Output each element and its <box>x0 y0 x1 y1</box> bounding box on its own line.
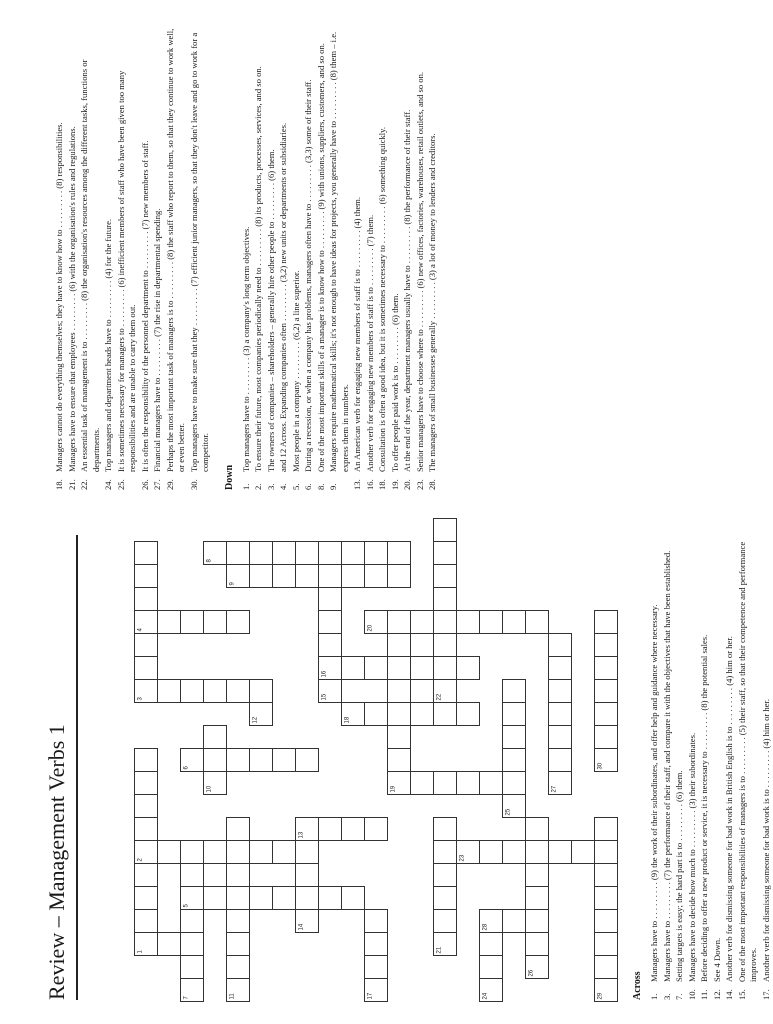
clue-number: 20. <box>402 479 412 490</box>
clue-text: Managers cannot do everything themselves; they have to know how to . . . . . . . . . (8) responsibilities. <box>54 122 64 472</box>
grid-cell[interactable] <box>181 864 204 887</box>
grid-cell[interactable] <box>434 611 457 634</box>
grid-cell[interactable] <box>342 542 365 565</box>
grid-cell[interactable] <box>549 749 572 772</box>
clue-item <box>165 20 188 490</box>
grid-cell[interactable] <box>434 542 457 565</box>
grid-cell[interactable] <box>595 611 618 634</box>
grid-cell[interactable] <box>595 703 618 726</box>
grid-cell[interactable] <box>227 864 250 887</box>
grid-cell[interactable] <box>480 772 503 795</box>
down-heading: Down <box>223 464 235 490</box>
across-list <box>649 530 772 1000</box>
clue-item <box>687 530 699 1000</box>
grid-number: 29 <box>597 992 604 1000</box>
clue-item <box>291 20 303 490</box>
clue-item <box>415 20 427 490</box>
grid-number: 15 <box>321 693 328 701</box>
grid-cell[interactable] <box>227 611 250 634</box>
clue-number: 26. <box>139 479 150 490</box>
grid-number: 2 <box>137 858 144 862</box>
clue-item <box>724 530 736 1000</box>
grid-cell[interactable] <box>503 680 526 703</box>
clue-item <box>674 530 686 1000</box>
grid-cell[interactable] <box>135 795 158 818</box>
grid-cell[interactable] <box>250 542 273 565</box>
grid-number: 19 <box>390 785 397 793</box>
grid-cell[interactable] <box>434 887 457 910</box>
grid-number: 16 <box>321 670 328 678</box>
grid-number: 3 <box>137 697 144 701</box>
grid-number: 9 <box>229 582 236 586</box>
clue-number: 28. <box>427 479 437 490</box>
grid-cell[interactable] <box>549 726 572 749</box>
clue-text: Top managers and department heads have to . . . . . . . . . (4) for the future. <box>103 218 113 472</box>
grid-number: 13 <box>298 831 305 839</box>
clue-text: and 12 Across. Expanding companies often . . . . . . . . . (3,2) new units or departments or subsidiaries. <box>278 122 288 472</box>
clue-number: 29. <box>164 479 175 490</box>
grid-cell[interactable] <box>595 657 618 680</box>
clue-text: Top managers have to make sure that they . . . . . . . . . (7) efficient junior managers, so that they don't leave and go to work for a competitor. <box>188 32 210 472</box>
grid-cell[interactable] <box>319 542 342 565</box>
clue-text: Another verb for engaging new members of staff is to . . . . . . . . . (7) them. <box>364 214 375 472</box>
grid-cell[interactable] <box>319 588 342 611</box>
grid-cell[interactable] <box>227 841 250 864</box>
grid-number: 10 <box>206 785 213 793</box>
clue-item <box>278 20 290 490</box>
clue-item <box>189 20 212 490</box>
clue-number: 7. <box>674 993 684 1000</box>
grid-cell[interactable] <box>526 841 549 864</box>
across-clues <box>632 530 773 1000</box>
grid-cell[interactable] <box>595 841 618 864</box>
clue-item <box>402 20 414 490</box>
clue-number: 21. <box>66 479 77 490</box>
clue-number: 5. <box>290 483 301 490</box>
grid-cell[interactable] <box>273 887 296 910</box>
clue-text: Managers require mathematical skills; it's not enough to have ideas for projects, you generally have to . . . . . . . . . (8) them – i.e. express them in numbers. <box>328 31 350 472</box>
grid-number: 27 <box>551 785 558 793</box>
clue-item <box>253 20 265 490</box>
grid-cell[interactable] <box>227 933 250 956</box>
grid-cell[interactable] <box>434 864 457 887</box>
grid-cell[interactable] <box>135 772 158 795</box>
down-list <box>241 20 439 490</box>
crossword-grid <box>88 532 618 1002</box>
grid-cell[interactable] <box>595 680 618 703</box>
across-heading: Across <box>632 971 643 1000</box>
grid-cell[interactable] <box>480 611 503 634</box>
grid-cell[interactable] <box>227 542 250 565</box>
grid-cell[interactable] <box>388 542 411 565</box>
grid-cell[interactable] <box>181 680 204 703</box>
grid-cell[interactable] <box>250 887 273 910</box>
grid-cell[interactable] <box>181 956 204 979</box>
grid-number: 6 <box>183 766 190 770</box>
grid-cell[interactable] <box>549 703 572 726</box>
grid-cell[interactable] <box>204 841 227 864</box>
clue-item <box>152 20 164 490</box>
grid-cell[interactable] <box>434 634 457 657</box>
clue-item <box>79 20 102 490</box>
grid-cell[interactable] <box>204 726 227 749</box>
grid-cell[interactable] <box>181 933 204 956</box>
grid-cell[interactable] <box>342 887 365 910</box>
clue-number: 1. <box>649 993 659 1000</box>
right-panel <box>0 0 768 512</box>
clue-item <box>103 20 115 490</box>
grid-number: 20 <box>367 624 374 632</box>
clue-text: An American verb for engaging new members of staff is to . . . . . . . . . (4) them. <box>352 196 362 472</box>
grid-cell[interactable] <box>204 611 227 634</box>
grid-cell[interactable] <box>526 818 549 841</box>
clue-text: Setting targets is easy; the hard part is to . . . . . . . . . (6) them. <box>674 770 684 982</box>
clue-text: Managers have to . . . . . . . . . (9) the work of their subordinates, and offer help and guidance where necessary. <box>649 604 659 982</box>
grid-cell[interactable] <box>365 956 388 979</box>
grid-cell[interactable] <box>572 841 595 864</box>
clue-item <box>266 20 278 490</box>
clue-number: 13. <box>352 479 362 490</box>
grid-cell[interactable] <box>296 841 319 864</box>
grid-cell[interactable] <box>181 841 204 864</box>
grid-cell[interactable] <box>273 841 296 864</box>
left-panel <box>0 524 771 1024</box>
grid-cell[interactable] <box>595 864 618 887</box>
grid-cell[interactable] <box>296 887 319 910</box>
grid-cell[interactable] <box>135 887 158 910</box>
clue-number: 8. <box>315 483 326 490</box>
clue-number: 22. <box>79 479 89 490</box>
clue-item <box>365 20 377 490</box>
grid-cell[interactable] <box>135 565 158 588</box>
grid-number: 7 <box>183 996 190 1000</box>
grid-cell[interactable] <box>595 910 618 933</box>
grid-cell[interactable] <box>296 542 319 565</box>
grid-number: 26 <box>528 969 535 977</box>
clue-text: The owners of companies – shareholders – generally hire other people to . . . . . . . . . (6) them. <box>265 149 276 472</box>
clue-text: Managers have to ensure that employees . . . . . . . . . (6) with the organisation's rules and regulations. <box>66 126 77 472</box>
grid-cell[interactable] <box>158 841 181 864</box>
grid-number: 22 <box>436 693 443 701</box>
clue-number: 6. <box>303 483 313 490</box>
grid-cell[interactable] <box>342 657 365 680</box>
grid-cell[interactable] <box>388 634 411 657</box>
grid-cell[interactable] <box>204 887 227 910</box>
grid-cell[interactable] <box>526 887 549 910</box>
grid-cell[interactable] <box>158 611 181 634</box>
clue-number: 10. <box>686 989 697 1000</box>
clue-text: One of the most important responsibilities of managers is to . . . . . . . . . (5) their staff, so that their competence and performance improves. <box>736 541 758 982</box>
clue-number: 14. <box>724 989 734 1000</box>
grid-cell[interactable] <box>549 657 572 680</box>
grid-cell[interactable] <box>135 864 158 887</box>
clue-number: 18. <box>377 479 387 490</box>
grid-cell[interactable] <box>480 841 503 864</box>
grid-cell[interactable] <box>595 634 618 657</box>
grid-cell[interactable] <box>595 887 618 910</box>
grid-cell[interactable] <box>273 749 296 772</box>
clue-item <box>116 20 139 490</box>
clue-text: During a recession, or when a company has problems, managers often have to . . . . . . . . . (3,3) some of their staff. <box>303 79 313 472</box>
grid-number: 18 <box>344 716 351 724</box>
clue-item <box>54 20 66 490</box>
grid-cell[interactable] <box>135 634 158 657</box>
clue-item <box>328 20 351 490</box>
grid-cell[interactable] <box>365 703 388 726</box>
grid-cell[interactable] <box>549 680 572 703</box>
grid-cell[interactable] <box>480 956 503 979</box>
clue-item <box>662 530 674 1000</box>
grid-cell[interactable] <box>503 703 526 726</box>
clue-text: Most people in a company . . . . . . . . . (6,2) a line superior. <box>290 270 301 472</box>
grid-cell[interactable] <box>250 841 273 864</box>
clue-text: Financial managers have to . . . . . . . . . (7) the rise in departmental spending. <box>152 208 162 472</box>
grid-cell[interactable] <box>388 749 411 772</box>
grid-cell[interactable] <box>526 910 549 933</box>
grid-cell[interactable] <box>135 910 158 933</box>
clue-text: To offer people paid work is to . . . . . . . . . (6) them. <box>389 293 400 472</box>
clue-text: Perhaps the most important task of managers is to . . . . . . . . . (8) the staff who report to them, so that they continue to work well, or even better. <box>164 28 186 472</box>
grid-cell[interactable] <box>388 680 411 703</box>
grid-cell[interactable] <box>411 772 434 795</box>
clue-number: 24. <box>103 479 113 490</box>
grid-cell[interactable] <box>526 933 549 956</box>
clue-number: 3. <box>265 483 276 490</box>
clue-text: Managers have to . . . . . . . . . (7) the performance of their staff, and compare it with the objectives that have been established. <box>661 550 672 982</box>
grid-cell[interactable] <box>135 542 158 565</box>
clue-text: Before deciding to offer a new product or service, it is necessary to . . . . . . . . . (8) the potential sales. <box>699 634 709 982</box>
grid-cell[interactable] <box>227 956 250 979</box>
grid-cell[interactable] <box>503 726 526 749</box>
clue-text: Another verb for dismissing someone for bad work in British English is to . . . . . . . . . (4) him or her. <box>724 636 734 982</box>
grid-cell[interactable] <box>158 680 181 703</box>
clue-text: To ensure their future, most companies periodically need to . . . . . . . . . (8) its products, processes, services, and so on. <box>253 66 263 472</box>
grid-cell[interactable] <box>204 680 227 703</box>
grid-cell[interactable] <box>434 588 457 611</box>
grid-cell[interactable] <box>250 680 273 703</box>
grid-cell[interactable] <box>319 565 342 588</box>
grid-cell[interactable] <box>388 726 411 749</box>
clue-item <box>303 20 315 490</box>
grid-cell[interactable] <box>273 565 296 588</box>
grid-cell[interactable] <box>526 864 549 887</box>
grid-number: 21 <box>436 946 443 954</box>
grid-cell[interactable] <box>296 749 319 772</box>
clue-item <box>699 530 711 1000</box>
clue-number: 11. <box>699 989 709 1000</box>
grid-cell[interactable] <box>204 749 227 772</box>
clue-number: 12. <box>711 989 722 1000</box>
grid-cell[interactable] <box>135 749 158 772</box>
clue-item <box>737 530 760 1000</box>
grid-cell[interactable] <box>388 657 411 680</box>
clue-item <box>140 20 152 490</box>
clue-number: 27. <box>152 479 162 490</box>
grid-cell[interactable] <box>434 772 457 795</box>
grid-number: 24 <box>482 992 489 1000</box>
clue-text: The managers of small businesses generally . . . . . . . . . (3) a lot of money to lenders and creditors. <box>427 133 437 472</box>
grid-number: 8 <box>206 559 213 563</box>
grid-cell[interactable] <box>549 841 572 864</box>
grid-cell[interactable] <box>526 611 549 634</box>
clue-number: 4. <box>278 483 288 490</box>
clue-text: Consultation is often a good idea, but it is sometimes necessary to . . . . . . . . . (6) something quickly. <box>377 126 387 472</box>
clue-item <box>316 20 328 490</box>
grid-cell[interactable] <box>457 772 480 795</box>
grid-cell[interactable] <box>434 910 457 933</box>
grid-cell[interactable] <box>457 703 480 726</box>
clue-number: 25. <box>115 479 126 490</box>
grid-cell[interactable] <box>388 611 411 634</box>
grid-cell[interactable] <box>503 910 526 933</box>
clue-text: Another verb for dismissing someone for bad work is to . . . . . . . . . (4) him or her. <box>760 698 771 982</box>
clue-number: 16. <box>364 479 375 490</box>
grid-cell[interactable] <box>158 933 181 956</box>
grid-cell[interactable] <box>273 542 296 565</box>
grid-cell[interactable] <box>480 933 503 956</box>
grid-cell[interactable] <box>296 565 319 588</box>
clue-number: 18. <box>54 479 64 490</box>
grid-cell[interactable] <box>595 818 618 841</box>
grid-cell[interactable] <box>595 726 618 749</box>
grid-cell[interactable] <box>365 910 388 933</box>
title-rule <box>76 535 78 1000</box>
grid-cell[interactable] <box>250 749 273 772</box>
grid-cell[interactable] <box>434 565 457 588</box>
grid-cell[interactable] <box>503 611 526 634</box>
grid-number: 30 <box>597 762 604 770</box>
grid-cell[interactable] <box>227 887 250 910</box>
grid-number: 11 <box>229 993 236 1000</box>
clue-number: 19. <box>389 479 400 490</box>
clue-item <box>352 20 364 490</box>
grid-cell[interactable] <box>388 703 411 726</box>
clue-item <box>67 20 79 490</box>
grid-cell[interactable] <box>181 910 204 933</box>
grid-number: 25 <box>505 808 512 816</box>
across-continued-list <box>54 20 212 490</box>
grid-number: 1 <box>137 950 144 954</box>
grid-cell[interactable] <box>365 657 388 680</box>
clue-number: 9. <box>328 483 338 490</box>
clue-item <box>761 530 773 1000</box>
right-clues <box>54 20 440 490</box>
clue-text: Managers have to decide how much to . . . . . . . . . (3) their subordinates. <box>686 732 697 982</box>
grid-cell[interactable] <box>434 703 457 726</box>
clue-number: 3. <box>661 993 672 1000</box>
grid-cell[interactable] <box>342 565 365 588</box>
clue-item <box>649 530 661 1000</box>
clue-number: 2. <box>253 483 263 490</box>
grid-number: 4 <box>137 628 144 632</box>
clue-text: An essential task of management is to . . . . . . . . . (8) the organisation's resources among the different tasks, functions or departments. <box>79 59 101 472</box>
grid-cell[interactable] <box>365 542 388 565</box>
grid-number: 5 <box>183 904 190 908</box>
grid-cell[interactable] <box>503 772 526 795</box>
grid-cell[interactable] <box>319 611 342 634</box>
grid-cell[interactable] <box>388 565 411 588</box>
grid-cell[interactable] <box>227 749 250 772</box>
grid-cell[interactable] <box>503 841 526 864</box>
clue-text: Top managers have to . . . . . . . . . (3) a company's long term objectives. <box>240 226 251 472</box>
grid-cell[interactable] <box>135 657 158 680</box>
grid-number: 12 <box>252 716 259 724</box>
clue-item <box>712 530 724 1000</box>
clue-number: 15. <box>736 989 747 1000</box>
clue-number: 17. <box>760 989 771 1000</box>
clue-text: One of the most important skills of a manager is to know how to . . . . . . . . . (9) with unions, suppliers, customers, and so on. <box>315 43 326 472</box>
clue-item <box>390 20 402 490</box>
clue-number: 23. <box>414 479 425 490</box>
clue-number: 30. <box>188 479 199 490</box>
grid-cell[interactable] <box>549 634 572 657</box>
clue-item <box>427 20 439 490</box>
clue-text: See 4 Down. <box>711 937 722 982</box>
grid-cell[interactable] <box>434 818 457 841</box>
clue-text: At the end of the year, department managers usually have to . . . . . . . . . (8) the performance of their staff. <box>402 109 412 472</box>
clue-text: It is sometimes necessary for managers to . . . . . . . . . (6) inefficient members of staff who have been given too many responsibilities and are unable to carry them out. <box>115 70 137 472</box>
grid-cell[interactable] <box>434 841 457 864</box>
grid-cell[interactable] <box>595 933 618 956</box>
grid-number: 14 <box>298 923 305 931</box>
grid-cell[interactable] <box>595 956 618 979</box>
grid-cell[interactable] <box>135 818 158 841</box>
clue-text: It is often the responsibility of the personnel department to . . . . . . . . . (7) new members of staff. <box>139 140 150 472</box>
clue-number: 1. <box>240 483 251 490</box>
grid-cell[interactable] <box>411 703 434 726</box>
grid-cell[interactable] <box>319 634 342 657</box>
grid-cell[interactable] <box>365 818 388 841</box>
clue-item <box>241 20 253 490</box>
grid-cell[interactable] <box>319 818 342 841</box>
page-title: Review – Management Verbs 1 <box>44 724 69 1000</box>
grid-cell[interactable] <box>296 864 319 887</box>
grid-cell[interactable] <box>227 818 250 841</box>
grid-cell[interactable] <box>227 680 250 703</box>
grid-cell[interactable] <box>457 611 480 634</box>
grid-cell[interactable] <box>365 933 388 956</box>
grid-cell[interactable] <box>342 818 365 841</box>
grid-number: 17 <box>367 992 374 1000</box>
grid-cell[interactable] <box>434 657 457 680</box>
grid-number: 28 <box>482 923 489 931</box>
grid-number: 23 <box>459 854 466 862</box>
clue-text: Senior managers have to choose where to . . . . . . . . . (6) new offices, factories, warehouses, retail outlets, and so on. <box>414 71 425 472</box>
grid-cell[interactable] <box>319 887 342 910</box>
grid-cell[interactable] <box>181 611 204 634</box>
grid-cell[interactable] <box>365 565 388 588</box>
grid-cell[interactable] <box>227 910 250 933</box>
grid-cell[interactable] <box>503 749 526 772</box>
grid-cell[interactable] <box>457 657 480 680</box>
grid-cell[interactable] <box>135 588 158 611</box>
grid-cell[interactable] <box>411 657 434 680</box>
grid-cell[interactable] <box>411 611 434 634</box>
grid-cell[interactable] <box>434 519 457 542</box>
clue-item <box>377 20 389 490</box>
grid-cell[interactable] <box>250 565 273 588</box>
